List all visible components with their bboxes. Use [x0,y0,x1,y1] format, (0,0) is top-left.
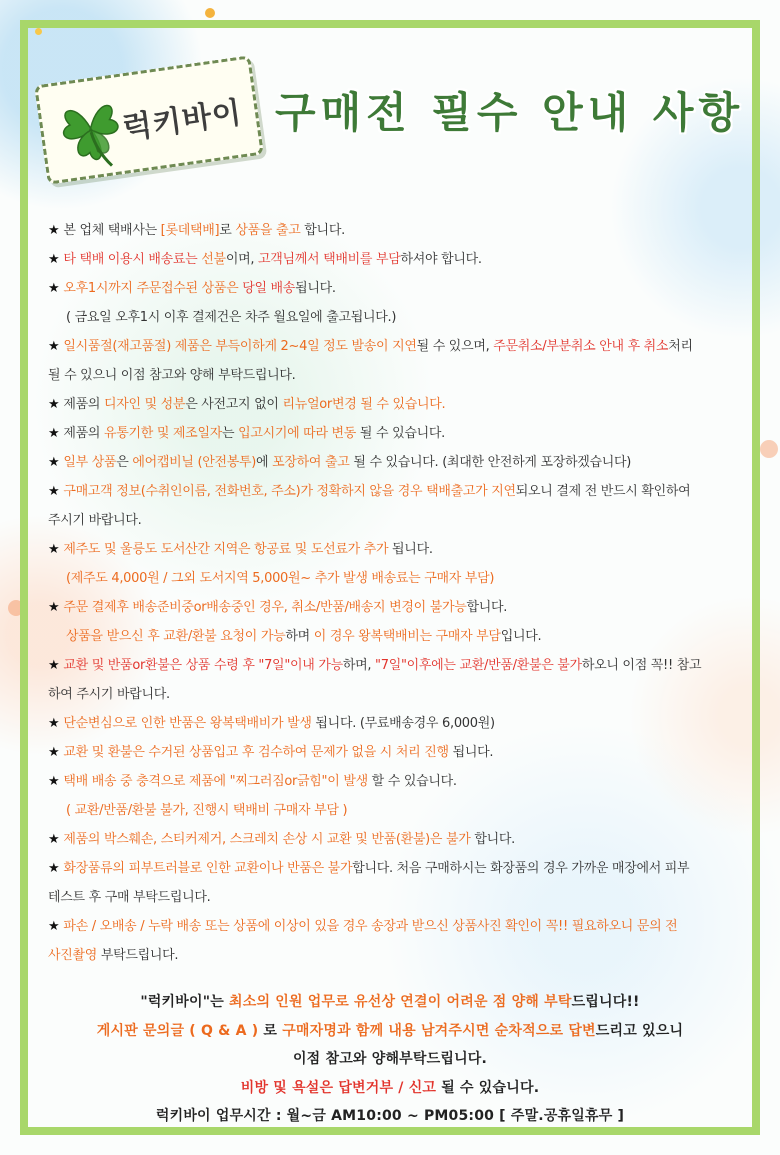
notice-line [48,216,748,245]
text-segment: "7일"이후에는 교환/반품/환불은 불가 [375,658,582,673]
text-segment: 로 [219,223,236,238]
star-bullet-icon: ★ [48,484,60,499]
text-segment: 될 수 있습니다. (최대한 안전하게 포장하겠습니다) [349,455,632,470]
star-bullet-icon: ★ [48,542,60,557]
star-bullet-icon: ★ [48,455,60,470]
notice-line [48,564,748,593]
text-segment: ( 교환/반품/환불 불가, 진행시 택배비 구매자 부담 ) [66,803,348,818]
text-segment: 드리고 있으니 [595,1022,684,1039]
text-segment: 교환 및 환불은 수거된 상품입고 후 검수하여 문제가 없을 시 처리 진행 [63,745,449,760]
star-bullet-icon: ★ [48,919,60,934]
text-segment: 입니다. [500,629,542,644]
footer-line [40,1017,740,1046]
notice-line [48,535,748,564]
star-bullet-icon: ★ [48,600,60,615]
star-bullet-icon: ★ [48,745,60,760]
text-segment: 드립니다!! [571,994,640,1010]
text-segment: [롯데택배] [160,223,220,238]
text-segment: 에어캡비닐 (안전봉투) [132,455,257,470]
text-segment: 합니다. [300,223,345,238]
notice-line [48,332,748,361]
notice-line [48,593,748,622]
text-segment: 로 [263,1022,283,1039]
notice-line [48,854,748,883]
text-segment: 될 수 있으니 이점 참고와 양해 부탁드립니다. [48,368,296,383]
notice-line [48,767,748,796]
text-segment: 합니다. [470,832,515,847]
text-segment: 주문취소/부분취소 안내 후 취소 [493,339,669,354]
text-segment: 할 수 있습니다. [367,774,457,789]
brand-name: 럭키바이 [120,95,245,147]
text-segment: 은 [116,455,133,470]
text-segment: ( 금요일 오후1시 이후 결제건은 차주 월요일에 출고됩니다.) [66,310,397,325]
text-segment: 하오니 이점 꼭!! 참고 [581,658,702,673]
text-segment: 타 택배 이용시 배송료는 [63,252,202,267]
text-segment: 사진촬영 [48,948,98,963]
text-segment: 될 수 있으며, [416,339,494,354]
star-bullet-icon: ★ [48,252,60,267]
text-segment: 테스트 후 구매 부탁드립니다. [48,890,211,905]
text-segment: 리뉴얼or변경 될 수 있습니다. [282,397,446,412]
star-bullet-icon: ★ [48,832,60,847]
star-bullet-icon: ★ [48,861,60,876]
star-bullet-icon: ★ [48,223,60,238]
text-segment: 일부 상품 [63,455,117,470]
footer-notice [40,988,740,1131]
text-segment: 택배비를 부담 [323,252,401,267]
star-bullet-icon: ★ [48,426,60,441]
text-segment: 제품의 박스훼손, 스티커제거, 스크레치 손상 시 교환 및 반품(환불)은 불가 [63,832,471,847]
text-segment: 는 [221,426,239,441]
text-segment: 될 수 있습니다. [436,1079,540,1096]
star-bullet-icon: ★ [48,397,60,412]
text-segment: 이점 참고와 양해부탁드립니다. [292,1051,488,1067]
notice-line [48,912,748,941]
text-segment: 택배 배송 중 충격으로 제품에 "찌그러짐or긁힘"이 발생 [63,774,368,789]
paint-dot [760,440,778,458]
text-segment: 최소의 인원 업무로 유선상 연결이 어려운 점 양해 부탁 [229,994,572,1010]
notice-line [48,622,748,651]
text-segment: 당일 배송 [242,281,296,296]
text-segment: 오후1시까지 주문접수된 상품은 [63,281,243,296]
text-segment: 게시판 문의글 ( Q & A ) [96,1022,264,1039]
text-segment: 디자인 및 성분 [103,397,186,412]
text-segment: 제주도 및 울릉도 도서산간 지역은 항공료 및 도선료가 추가 [63,542,389,557]
notice-line [48,796,748,825]
text-segment: 에 [256,455,273,470]
notice-line [48,274,748,303]
text-segment: 선불 [201,252,226,267]
text-segment: 상품을 받으신 후 교환/환불 요청이 가능 [66,629,286,644]
text-segment: 상품을 출고 [235,223,301,238]
text-segment: (제주도 4,000원 / 그외 도서지역 5,000원~ 추가 발생 배송료는 구매자 부담) [66,571,495,586]
text-segment: 단순변심으로 인한 반품은 왕복택배비가 발생 [63,716,312,731]
paint-dot [205,8,215,18]
notice-line [48,651,748,680]
notice-line [48,419,748,448]
text-segment: 은 사전고지 없이 [185,397,283,412]
star-bullet-icon: ★ [48,774,60,789]
text-segment: 일시품절(재고품절) 제품은 [63,339,216,354]
notice-line [48,825,748,854]
text-segment: 합니다. [466,600,508,615]
footer-line [40,988,740,1017]
footer-line [40,1074,740,1103]
text-segment: 하며 [285,629,314,644]
text-segment: 본 업체 택배사는 [63,223,161,238]
notice-line [48,506,748,535]
text-segment: 교환 및 반품or환불은 상품 수령 후 "7일"이내 가능 [63,658,343,673]
text-segment: 하셔야 합니다. [400,252,482,267]
text-segment: 구매자명과 함께 내용 남겨주시면 순차적으로 답변 [282,1022,596,1039]
notice-line [48,245,748,274]
footer-line [40,1102,740,1131]
text-segment: 입고시기에 따라 변동 [238,426,357,441]
notice-line [48,680,748,709]
notice-line [48,738,748,767]
text-segment: "럭키바이"는 [140,994,230,1010]
star-bullet-icon: ★ [48,281,60,296]
text-segment: 구매고객 정보(수취인이름, 전화번호, 주소)가 정확하지 않을 경우 택배출고가 지연 [63,484,516,499]
page-title: 구매전 필수 안내 사항 [275,88,745,137]
notice-line [48,361,748,390]
text-segment: 파손 / 오배송 / 누락 배송 또는 상품에 이상이 있을 경우 송장과 받으신 상품사진 확인이 꼭!! 필요하오니 문의 전 [63,919,678,934]
text-segment: 주시기 바랍니다. [48,513,142,528]
text-segment: 될 수 있습니다. [356,426,445,441]
text-segment: 주문 결제후 배송준비중or배송중인 경우, 취소/반품/배송지 변경이 불가능 [63,600,467,615]
text-segment: 합니다. 처음 구매하시는 화장품의 경우 가까운 매장에서 피부 [352,861,690,876]
footer-line [40,1045,740,1074]
notice-line [48,303,748,332]
text-segment: 포장하여 출고 [272,455,350,470]
text-segment: 비방 및 욕설은 답변거부 / 신고 [240,1079,437,1096]
text-segment: 부탁드립니다. [97,948,179,963]
notice-line [48,709,748,738]
text-segment: 되오니 결제 전 반드시 확인하여 [515,484,691,499]
star-bullet-icon: ★ [48,339,60,354]
text-segment: 하여 주시기 바랍니다. [48,687,170,702]
text-segment: 유통기한 및 제조일자 [103,426,222,441]
text-segment: 하며, [342,658,376,673]
text-segment: 제품의 [63,426,104,441]
text-segment: 이 경우 왕복택배비는 구매자 부담 [313,629,501,644]
text-segment: 럭키바이 업무시간 : 월~금 AM10:00 ~ PM05:00 [ 주말.공휴일휴무 ] [155,1108,625,1124]
text-segment: 화장품류의 피부트러블로 인한 교환이나 반품은 불가 [63,861,353,876]
text-segment: 됩니다. [448,745,494,760]
text-segment: 처리 [668,339,693,354]
notice-line [48,390,748,419]
text-segment: 됩니다. [295,281,336,296]
text-segment: 됩니다. (무료배송경우 6,000원) [311,716,495,731]
text-segment: 고객님께서 [258,252,324,267]
text-segment: 제품의 [63,397,104,412]
notice-line [48,477,748,506]
star-bullet-icon: ★ [48,658,60,673]
notice-line [48,883,748,912]
text-segment: 됩니다. [388,542,433,557]
text-segment: 이며, [225,252,258,267]
notice-line [48,941,748,970]
notice-list [48,216,748,970]
star-bullet-icon: ★ [48,716,60,731]
notice-line [48,448,748,477]
text-segment: 부득이하게 2~4일 정도 발송이 지연 [215,339,417,354]
